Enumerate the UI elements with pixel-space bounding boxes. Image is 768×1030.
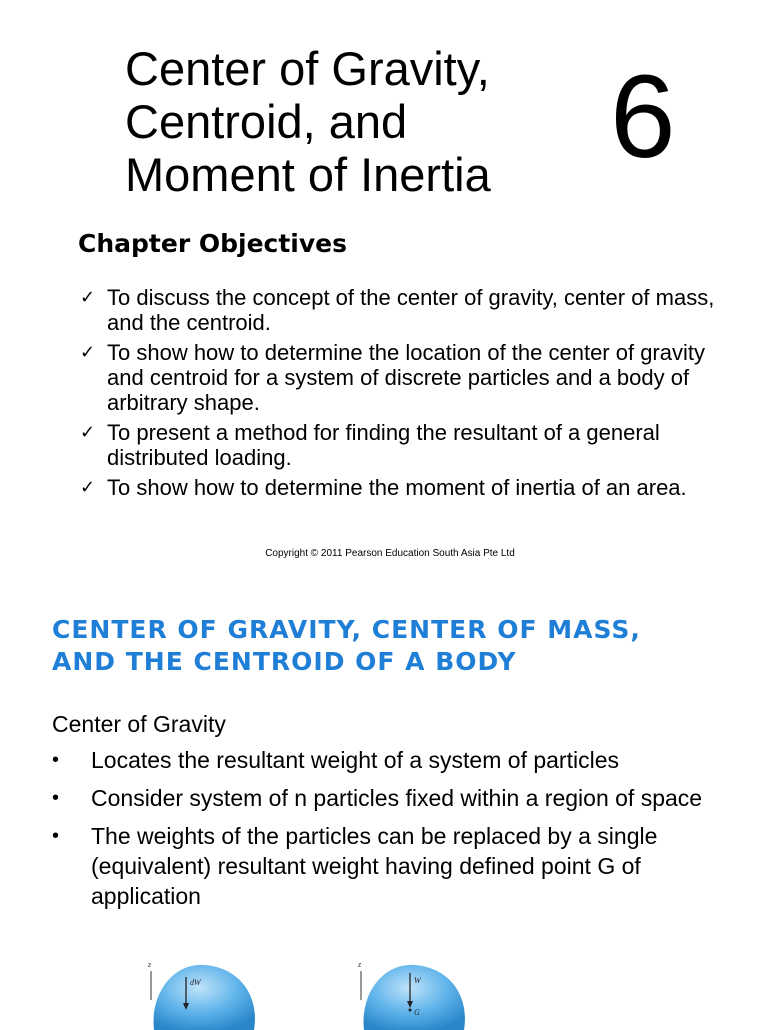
body-resultant-weight-figure [352, 955, 472, 1030]
chapter-title-line: Centroid, and [125, 95, 408, 148]
objective-item [80, 475, 740, 500]
copyright-notice: Copyright © 2011 Pearson Education South Asia Pte Ltd [265, 548, 515, 559]
objective-item [80, 340, 740, 415]
z-axis-label: z [358, 960, 362, 969]
body-elemental-weight-figure [142, 955, 262, 1030]
section-heading-line: AND THE CENTROID OF A BODY [52, 647, 517, 676]
bullet-text: Locates the resultant weight of a system of particles [91, 747, 619, 773]
checkmark-icon: ✓ [80, 422, 96, 443]
checkmark-icon: ✓ [80, 477, 96, 498]
center-of-gravity-point [409, 1009, 412, 1012]
objective-text: To show how to determine the moment of inertia of an area. [107, 475, 687, 500]
objective-item [80, 420, 740, 470]
resultant-weight-label: W [414, 976, 421, 985]
objective-item [80, 285, 740, 335]
checkmark-icon: ✓ [80, 287, 96, 308]
section-heading-line: CENTER OF GRAVITY, CENTER OF MASS, [52, 615, 641, 644]
weight-label: dW [190, 978, 201, 987]
bullet-item [52, 821, 722, 911]
center-of-gravity-label: G [414, 1008, 420, 1017]
section-subheading: Center of Gravity [52, 711, 226, 737]
bullet-text: Consider system of n particles fixed within a region of space [91, 785, 703, 811]
objectives-heading: Chapter Objectives [78, 229, 347, 258]
chapter-title-line: Moment of Inertia [125, 148, 491, 201]
body-shape [364, 965, 465, 1030]
bullet-icon: • [52, 825, 60, 847]
chapter-title [125, 42, 585, 201]
objectives-list [80, 285, 740, 505]
objective-text: To present a method for finding the resultant of a general distributed loading. [107, 420, 660, 470]
bullet-item [52, 745, 722, 775]
bullet-item [52, 783, 722, 813]
z-axis-label: z [148, 960, 152, 969]
section-heading [52, 614, 752, 678]
checkmark-icon: ✓ [80, 342, 96, 363]
chapter-number: 6 [610, 51, 676, 183]
bullet-icon: • [52, 787, 60, 809]
body-shape [154, 965, 255, 1030]
bullet-text: The weights of the particles can be replaced by a single (equivalent) resultant weight having defined point G of application [91, 823, 658, 909]
objective-text: To show how to determine the location of the center of gravity and centroid for a system of discrete particles and a body of arbitrary shape. [107, 340, 705, 415]
objective-text: To discuss the concept of the center of gravity, center of mass, and the centroid. [107, 285, 715, 335]
chapter-title-line: Center of Gravity, [125, 42, 490, 95]
bullet-list [52, 745, 722, 919]
bullet-icon: • [52, 749, 60, 771]
